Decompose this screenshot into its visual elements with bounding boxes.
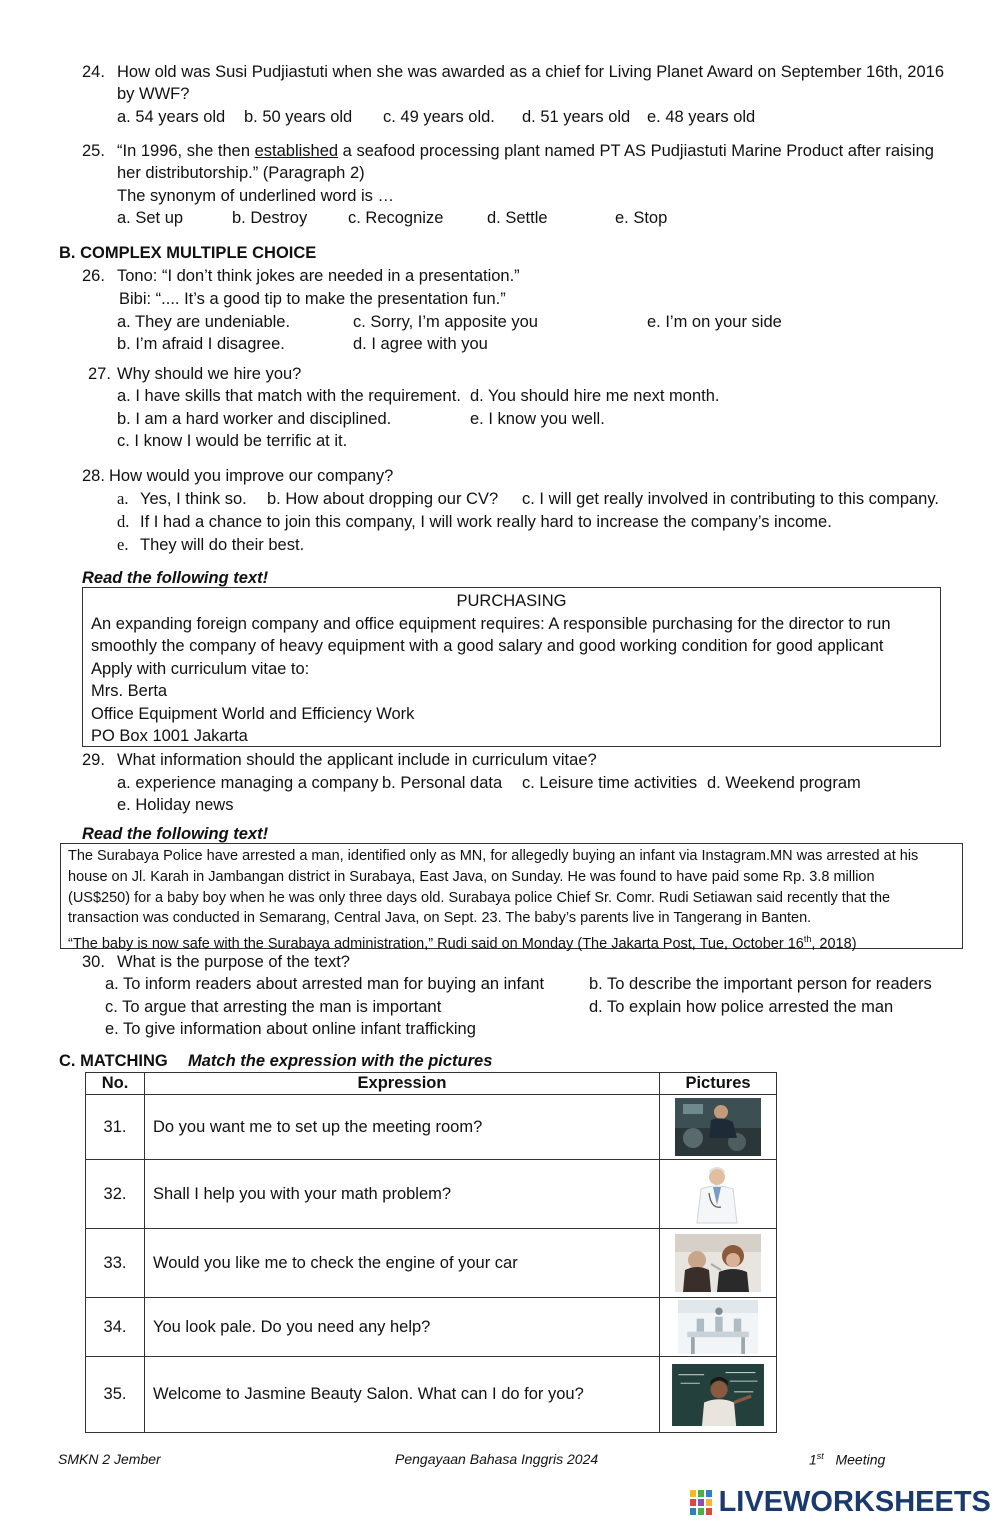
q25-question-line3: The synonym of underlined word is …	[117, 187, 394, 205]
q25-question-line2: her distributorship.” (Paragraph 2)	[117, 164, 365, 182]
q25-option-c[interactable]: c. Recognize	[348, 209, 444, 227]
row-expression: Shall I help you with your math problem?	[145, 1160, 660, 1229]
q27-option-e[interactable]: e. I know you well.	[470, 410, 605, 428]
q26-option-d[interactable]: d. I agree with you	[353, 335, 488, 353]
news-superscript: th	[803, 934, 812, 944]
q28-option-c[interactable]: c. I will get really involved in contributing to this company.	[522, 490, 939, 508]
q27-option-b[interactable]: b. I am a hard worker and disciplined.	[117, 410, 392, 428]
q28-option-d-letter: d.	[117, 512, 130, 531]
news-last-year: , 2018)	[811, 935, 857, 952]
footer-meeting-number: 1	[809, 1451, 817, 1468]
q26-option-e[interactable]: e. I’m on your side	[647, 313, 782, 331]
q28-option-a[interactable]: Yes, I think so.	[140, 490, 247, 508]
purchasing-line: smoothly the company of heavy equipment with a good salary and good working condition for good applicant	[91, 637, 884, 655]
row-number: 31.	[86, 1095, 145, 1160]
q26-line2: Bibi: “.... It’s a good tip to make the presentation fun.”	[119, 290, 506, 308]
table-row	[86, 1298, 777, 1357]
q24-option-e[interactable]: e. 48 years old	[647, 108, 756, 126]
q29-option-e[interactable]: e. Holiday news	[117, 796, 234, 814]
table-row	[86, 1095, 777, 1160]
q25-question-line1	[117, 141, 934, 161]
picture-cell[interactable]	[660, 1095, 777, 1160]
row-number: 33.	[86, 1229, 145, 1298]
q27-option-d[interactable]: d. You should hire me next month.	[470, 387, 720, 405]
footer-course: Pengayaan Bahasa Inggris 2024	[395, 1451, 599, 1467]
liveworksheets-logo-icon	[690, 1490, 714, 1516]
purchasing-title: PURCHASING	[456, 592, 567, 610]
q26-option-a[interactable]: a. They are undeniable.	[117, 313, 291, 331]
q24-question-line2: by WWF?	[117, 85, 190, 103]
q26-option-c[interactable]: c. Sorry, I’m apposite you	[353, 313, 538, 331]
q25-option-e[interactable]: e. Stop	[615, 209, 668, 227]
q28-number: 28.	[82, 467, 105, 485]
purchasing-line: Mrs. Berta	[91, 682, 168, 700]
picture-doctor-icon[interactable]	[675, 1163, 761, 1225]
q24-option-d[interactable]: d. 51 years old	[522, 108, 631, 126]
news-line-last	[68, 929, 857, 954]
q30-option-a[interactable]: a. To inform readers about arrested man for buying an infant	[105, 975, 545, 993]
purchasing-line: PO Box 1001 Jakarta	[91, 727, 248, 745]
row-number: 34.	[86, 1298, 145, 1357]
liveworksheets-wordmark: LIVEWORKSHEETS	[718, 1486, 991, 1518]
q29-question: What information should the applicant include in curriculum vitae?	[117, 751, 597, 769]
q25-option-a[interactable]: a. Set up	[117, 209, 184, 227]
picture-meeting-room-icon[interactable]	[678, 1300, 758, 1354]
section-c-title: C. MATCHING	[59, 1052, 168, 1070]
news-last-text: “The baby is now safe with the Surabaya administration,” Rudi said on Monday (The Jakarta Post, Tue, October 16	[68, 935, 804, 952]
q30-question: What is the purpose of the text?	[117, 953, 350, 971]
footer-meeting-word: Meeting	[835, 1451, 886, 1468]
picture-teacher-icon[interactable]	[671, 1364, 765, 1426]
q24-option-a[interactable]: a. 54 years old	[117, 108, 226, 126]
q29-option-a[interactable]: a. experience managing a company	[117, 774, 379, 792]
q25-text-post: a seafood processing plant named PT AS Pudjiastuti Marine Product after raising	[338, 142, 934, 160]
table-row	[86, 1160, 777, 1229]
purchasing-line: An expanding foreign company and office equipment requires: A responsible purchasing for the director to run	[91, 615, 891, 633]
q28-option-b[interactable]: b. How about dropping our CV?	[267, 490, 499, 508]
q29-option-d[interactable]: d. Weekend program	[707, 774, 861, 792]
row-expression: You look pale. Do you need any help?	[145, 1298, 660, 1357]
header-expression: Expression	[145, 1073, 660, 1095]
q24-option-c[interactable]: c. 49 years old.	[383, 108, 495, 126]
news-line: The Surabaya Police have arrested a man, identified only as MN, for allegedly buying an infant via Instagram.MN was arrested at his	[68, 848, 919, 864]
q29-number: 29.	[82, 751, 105, 769]
q27-option-a[interactable]: a. I have skills that match with the requirement.	[117, 387, 461, 405]
q29-option-b[interactable]: b. Personal data	[382, 774, 503, 792]
section-c-instruction: Match the expression with the pictures	[188, 1052, 493, 1070]
row-expression: Welcome to Jasmine Beauty Salon. What can I do for you?	[145, 1357, 660, 1433]
q30-option-e[interactable]: e. To give information about online infant trafficking	[105, 1020, 476, 1038]
q26-option-b[interactable]: b. I’m afraid I disagree.	[117, 335, 285, 353]
picture-cell[interactable]	[660, 1229, 777, 1298]
row-expression: Do you want me to set up the meeting room?	[145, 1095, 660, 1160]
picture-cell[interactable]	[660, 1357, 777, 1433]
news-line: house on Jl. Karah in Jambangan district in Surabaya, East Java, on Sunday. He was found to have paid some Rp. 3.8 million	[68, 869, 875, 885]
header-pictures: Pictures	[660, 1073, 777, 1095]
row-number: 32.	[86, 1160, 145, 1229]
footer-school: SMKN 2 Jember	[58, 1451, 161, 1467]
q27-option-c[interactable]: c. I know I would be terrific at it.	[117, 432, 348, 450]
purchasing-line: Apply with curriculum vitae to:	[91, 660, 310, 678]
liveworksheets-logo[interactable]	[690, 1486, 991, 1522]
q28-question: How would you improve our company?	[109, 467, 394, 485]
row-expression: Would you like me to check the engine of your car	[145, 1229, 660, 1298]
table-row	[86, 1357, 777, 1433]
q25-text-pre: “In 1996, she then	[117, 142, 255, 160]
q25-number: 25.	[82, 142, 105, 160]
picture-cell[interactable]	[660, 1160, 777, 1229]
news-line: (US$250) for a baby boy when he was only three days old. Surabaya police Chief Sr. Comr. Rudi Setiawan said recently that the	[68, 890, 891, 906]
q27-question: Why should we hire you?	[117, 365, 302, 383]
matching-table	[85, 1072, 777, 1433]
purchasing-line: Office Equipment World and Efficiency Work	[91, 705, 415, 723]
q28-option-d[interactable]: If I had a chance to join this company, I will work really hard to increase the company’s income.	[140, 513, 832, 531]
reading1-instruction: Read the following text!	[82, 569, 269, 587]
q28-option-e-letter: e.	[117, 535, 129, 554]
header-no: No.	[86, 1073, 145, 1095]
q30-number: 30.	[82, 953, 105, 971]
q30-option-c[interactable]: c. To argue that arresting the man is important	[105, 998, 442, 1016]
picture-cell[interactable]	[660, 1298, 777, 1357]
picture-salon-icon[interactable]	[673, 1234, 763, 1292]
q26-number: 26.	[82, 267, 105, 285]
footer-meeting	[809, 1451, 885, 1468]
q24-number: 24.	[82, 63, 105, 81]
footer-meeting-sup: st	[816, 1451, 824, 1461]
q25-option-b[interactable]: b. Destroy	[232, 209, 308, 227]
q30-option-d[interactable]: d. To explain how police arrested the man	[589, 998, 894, 1016]
news-line: transaction was conducted in Semarang, Central Java, on Sept. 23. The baby’s parents live in Tangerang in Banten.	[68, 910, 812, 926]
q25-underlined-word: established	[254, 142, 339, 160]
table-row	[86, 1229, 777, 1298]
q24-option-b[interactable]: b. 50 years old	[244, 108, 353, 126]
q26-line1: Tono: “I don’t think jokes are needed in a presentation.”	[117, 267, 520, 285]
q27-number: 27.	[88, 365, 111, 383]
q25-option-d[interactable]: d. Settle	[487, 209, 548, 227]
row-number: 35.	[86, 1357, 145, 1433]
picture-mechanic-icon[interactable]	[675, 1098, 761, 1156]
q28-option-a-letter: a.	[117, 489, 129, 508]
q30-option-b[interactable]: b. To describe the important person for readers	[589, 975, 932, 993]
q29-option-c[interactable]: c. Leisure time activities	[522, 774, 698, 792]
reading2-instruction: Read the following text!	[82, 825, 269, 843]
q28-option-e[interactable]: They will do their best.	[140, 536, 305, 554]
q24-question-line1: How old was Susi Pudjiastuti when she was awarded as a chief for Living Planet Award on September 16th, 2016	[117, 63, 945, 81]
section-b-title: B. COMPLEX MULTIPLE CHOICE	[59, 244, 317, 262]
table-header-row	[86, 1073, 777, 1095]
